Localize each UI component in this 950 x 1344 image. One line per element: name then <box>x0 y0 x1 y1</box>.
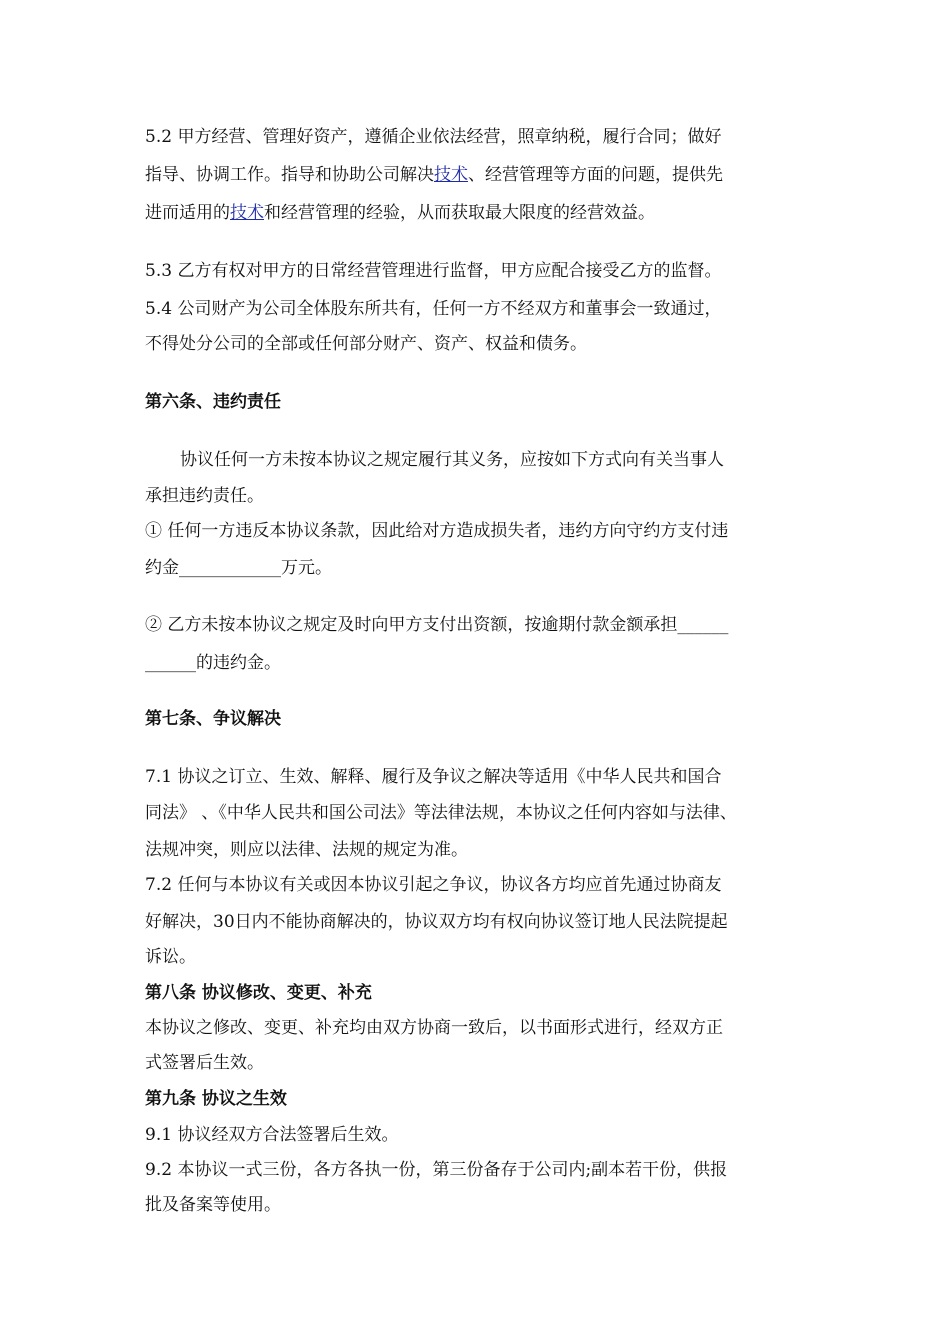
para-8-line-2: 式签署后生效。 <box>145 1053 264 1073</box>
para-5-2-line-1: 5.2 甲方经营、管理好资产，遵循企业依法经营，照章纳税，履行合同；做好 <box>145 127 722 147</box>
link-technology[interactable]: 技术 <box>230 203 264 223</box>
para-9-1: 9.1 协议经双方合法签署后生效。 <box>145 1125 399 1145</box>
para-7-2-line-3: 诉讼。 <box>145 947 196 967</box>
para-7-2-line-1: 7.2 任何与本协议有关或因本协议引起之争议，协议各方均应首先通过协商友 <box>145 875 722 895</box>
para-6-item-1-line-1: ① 任何一方违反本协议条款，因此给对方造成损失者，违约方向守约方支付违 <box>145 521 729 541</box>
section-heading-7: 第七条、争议解决 <box>145 709 281 729</box>
para-5-2-line-2: 指导、协调工作。指导和协助公司解决技术、经营管理等方面的问题，提供先 <box>145 165 723 185</box>
para-7-2-line-2: 好解决，30日内不能协商解决的，协议双方均有权向协议签订地人民法院提起 <box>145 912 728 932</box>
para-7-1-line-1: 7.1 协议之订立、生效、解释、履行及争议之解决等适用《中华人民共和国合 <box>145 767 722 787</box>
para-6-item-1-line-2: 约金____________万元。 <box>145 558 332 578</box>
para-6-item-2-line-1: ② 乙方未按本协议之规定及时向甲方支付出资额，按逾期付款金额承担______ <box>145 615 729 635</box>
para-5-4-line-1: 5.4 公司财产为公司全体股东所共有，任何一方不经双方和董事会一致通过， <box>145 299 722 319</box>
section-heading-8: 第八条 协议修改、变更、补充 <box>145 983 372 1003</box>
para-9-2-line-1: 9.2 本协议一式三份，各方各执一份，第三份备存于公司内;副本若干份，供报 <box>145 1160 728 1180</box>
para-8-line-1: 本协议之修改、变更、补充均由双方协商一致后，以书面形式进行，经双方正 <box>145 1018 723 1038</box>
para-7-1-line-2: 同法》 、《中华人民共和国公司法》等法律法规，本协议之任何内容如与法律、 <box>145 803 737 823</box>
para-5-2-line-3: 进而适用的技术和经营管理的经验，从而获取最大限度的经营效益。 <box>145 203 655 223</box>
section-heading-6: 第六条、违约责任 <box>145 392 281 412</box>
para-6-intro-line-2: 承担违约责任。 <box>145 486 264 506</box>
para-7-1-line-3: 法规冲突，则应以法律、法规的规定为准。 <box>145 840 468 860</box>
section-heading-9: 第九条 协议之生效 <box>145 1089 287 1109</box>
para-9-2-line-2: 批及备案等使用。 <box>145 1195 281 1215</box>
para-5-4-line-2: 不得处分公司的全部或任何部分财产、资产、权益和债务。 <box>145 334 587 354</box>
link-technology[interactable]: 技术 <box>434 165 468 185</box>
para-6-intro-line-1: 协议任何一方未按本协议之规定履行其义务，应按如下方式向有关当事人 <box>180 450 724 470</box>
para-6-item-2-line-2: ______的违约金。 <box>145 653 281 673</box>
para-5-3: 5.3 乙方有权对甲方的日常经营管理进行监督，甲方应配合接受乙方的监督。 <box>145 261 722 281</box>
